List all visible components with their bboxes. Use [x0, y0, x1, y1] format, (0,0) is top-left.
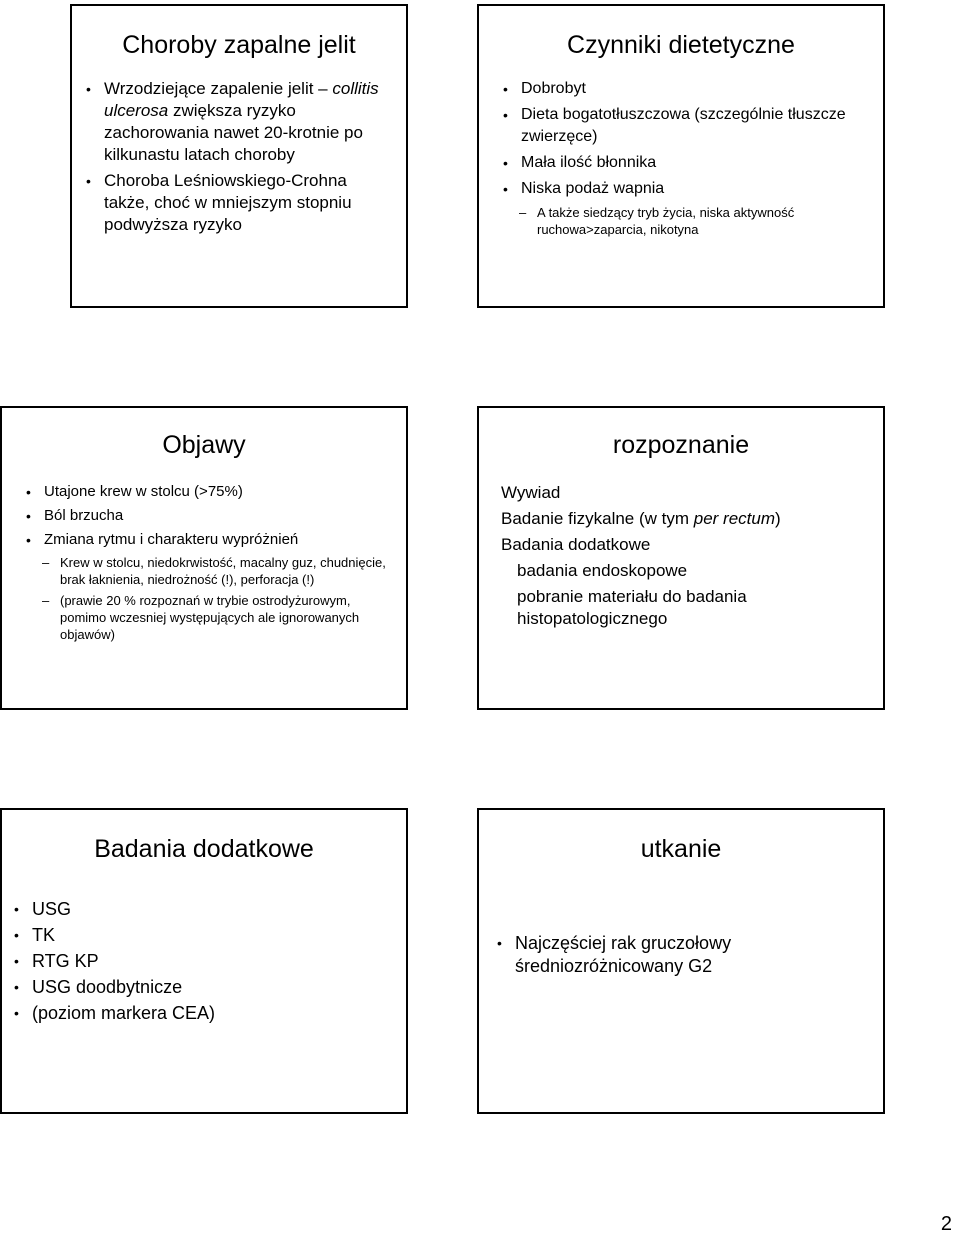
slide-badania-dodatkowe [0, 808, 408, 1114]
list-item: • USG doodbytnicze [12, 976, 392, 999]
list-item: • TK [12, 924, 392, 947]
bullet-list [501, 78, 871, 242]
slide-objawy [0, 406, 408, 710]
slide-title: Objawy [162, 431, 246, 459]
list-item: • Najczęściej rak gruczołowy średniozróżnicowany G2 [495, 932, 755, 978]
list-item: • Dieta bogatotłuszczowa (szczególnie tłuszcze zwierzęce) [501, 104, 871, 148]
list-item: • Niska podaż wapnia [501, 178, 871, 200]
slide-title: Badania dodatkowe [94, 835, 314, 863]
text-line-indented: pobranie materiału do badania histopatologicznego [517, 587, 747, 628]
bullet-list [12, 898, 392, 1028]
slide-title: utkanie [640, 835, 722, 863]
text-line-indented: badania endoskopowe [517, 561, 688, 580]
list-item: • Dobrobyt [501, 78, 871, 100]
slide-czynniki-dietetyczne [477, 4, 885, 308]
sub-list-item: – (prawie 20 % rozpoznań w trybie ostrodyżurowym, pomimo wczesniej występujących ale ignorowanych objawów) [42, 592, 390, 643]
slide-rozpoznanie [477, 406, 885, 710]
list-item: • Wrzodziejące zapalenie jelit – collitis ulcerosa zwiększa ryzyko zachorowania nawet 20-krotnie po kilkunastu latach choroby [84, 78, 394, 166]
slide-title: Choroby zapalne jelit [122, 31, 356, 59]
list-item: • Zmiana rytmu i charakteru wypróżnień [24, 530, 390, 550]
text-line: Badanie fizykalne (w tym per rectum) [501, 509, 781, 528]
list-item: • Utajone krew w stolcu (>75%) [24, 482, 390, 502]
slide-title: rozpoznanie [612, 431, 750, 459]
sub-list-item: – Krew w stolcu, niedokrwistość, macalny guz, chudnięcie, brak łaknienia, niedrożność (!), perforacja (!) [42, 554, 390, 588]
sub-list-item: – A także siedzący tryb życia, niska aktywność ruchowa>zaparcia, nikotyna [519, 204, 871, 238]
bullet-list [24, 482, 390, 647]
page-number: 2 [940, 1213, 952, 1235]
bullet-list [84, 78, 394, 240]
slide-title: Czynniki dietetyczne [567, 31, 795, 59]
text-block [501, 482, 871, 634]
list-item: • Mała ilość błonnika [501, 152, 871, 174]
text-line: Wywiad [501, 483, 561, 502]
slide-choroby-zapalne [70, 4, 408, 308]
list-item: • (poziom markera CEA) [12, 1002, 392, 1025]
slide-utkanie [477, 808, 885, 1114]
text-line: Badania dodatkowe [501, 535, 651, 554]
list-item: • Choroba Leśniowskiego-Crohna także, choć w mniejszym stopniu podwyższa ryzyko [84, 170, 394, 236]
bullet-list [495, 932, 755, 982]
list-item: • RTG KP [12, 950, 392, 973]
list-item: • USG [12, 898, 392, 921]
list-item: • Ból brzucha [24, 506, 390, 526]
